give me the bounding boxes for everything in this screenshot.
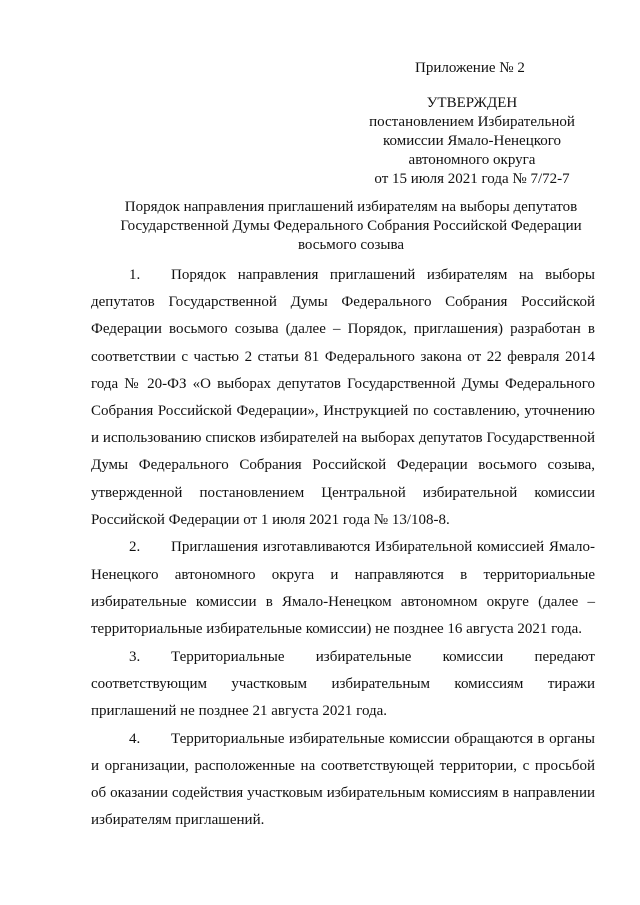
document-body <box>91 262 595 835</box>
approval-line: постановлением Избирательной <box>369 114 575 130</box>
paragraph-number: 2. <box>129 539 141 556</box>
title-line: Государственной Думы Федерального Собрания Российской Федерации <box>120 218 582 234</box>
paragraph-text: Порядок направления приглашений избирателям на выборы депутатов Государственной Думы Федерального Собрания Российской Федерации восьмого созыва (далее – Порядок, приглашения) разработан в соответствии с частью 2 статьи 81 Федерального закона от 22 февраля 2014 года № 20-ФЗ «О выборах депутатов Государственной Думы Федерального Собрания Российской Федерации», Инструкцией по составлению, уточнению и использованию списков избирателей на выборах депутатов Государственной Думы Федерального Собрания Российской Федерации восьмого созыва, утвержденной постановлением Центральной избирательной комиссии Российской Федерации от 1 июля 2021 года № 13/108-8. <box>91 267 595 528</box>
paragraph-number: 4. <box>129 730 141 747</box>
approval-line: от 15 июля 2021 года № 7/72-7 <box>374 171 570 187</box>
paragraph-1 <box>91 262 595 534</box>
paragraph-4 <box>91 726 595 835</box>
approval-line: УТВЕРЖДЕН <box>426 95 518 111</box>
annex-label: Приложение № 2 <box>415 60 525 76</box>
title-line: восьмого созыва <box>297 237 405 253</box>
paragraph-2 <box>91 534 595 643</box>
paragraph-number: 1. <box>129 267 141 283</box>
paragraph-number: 3. <box>129 648 141 665</box>
document-title <box>60 198 640 255</box>
approval-line: комиссии Ямало-Ненецкого <box>382 133 562 149</box>
paragraph-3 <box>91 644 595 726</box>
title-line: Порядок направления приглашений избирателям на выборы депутатов <box>124 199 578 215</box>
paragraph-text: Территориальные избирательные комиссии передают соответствующим участковым избирательным комиссиям тиражи приглашений не позднее 21 августа 2021 года. <box>91 648 595 720</box>
approval-block <box>364 94 580 189</box>
paragraph-text: Территориальные избирательные комиссии обращаются в органы и организации, расположенные на соответствующей территории, с просьбой об оказании содействия участковым избирательным комиссиям в направлении избирателям приглашений. <box>91 730 595 829</box>
paragraph-text: Приглашения изготавливаются Избирательной комиссией Ямало-Ненецкого автономного округа и направляются в территориальные избирательные комиссии в Ямало-Ненецком автономном округе (далее – территориальные избирательные комиссии) не позднее 16 августа 2021 года. <box>91 539 595 638</box>
approval-line: автономного округа <box>408 152 536 168</box>
